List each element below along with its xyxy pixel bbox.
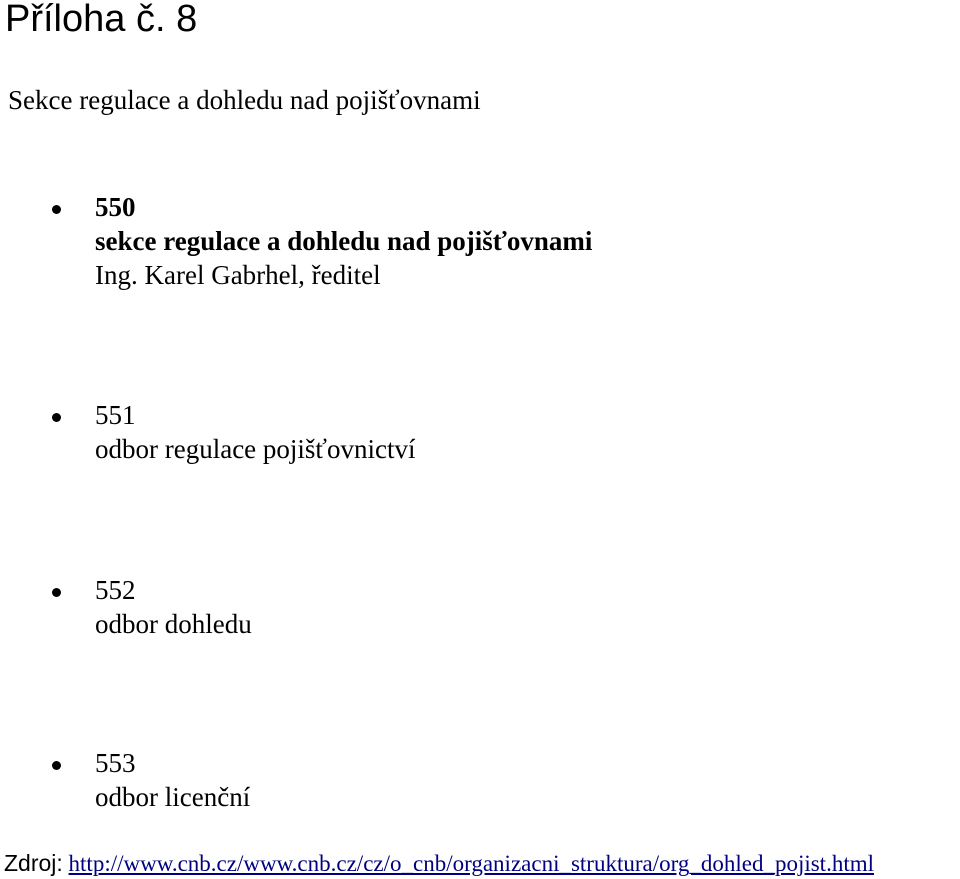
unit-text	[95, 573, 252, 641]
unit-name: odbor regulace pojišťovnictví	[95, 434, 416, 464]
unit-code: 553	[95, 748, 136, 778]
bullet-icon	[52, 588, 61, 597]
source-label: Zdroj:	[4, 850, 63, 876]
page-title: Příloha č. 8	[5, 0, 198, 40]
section-heading: Sekce regulace a dohledu nad pojišťovnami	[8, 85, 481, 115]
unit-name: odbor dohledu	[95, 609, 252, 639]
unit-code: 551	[95, 400, 136, 430]
unit-name: odbor licenční	[95, 782, 251, 812]
unit-text	[95, 190, 592, 292]
source-link[interactable]: http://www.cnb.cz/www.cnb.cz/cz/o_cnb/organizacni_struktura/org_dohled_pojist.html	[68, 851, 874, 876]
unit-code: 552	[95, 575, 136, 605]
unit-text	[95, 398, 415, 466]
bullet-icon	[52, 413, 61, 422]
unit-code: 550	[95, 192, 136, 222]
bullet-icon	[52, 761, 61, 770]
bullet-icon	[52, 205, 61, 214]
unit-head: Ing. Karel Gabrhel, ředitel	[95, 260, 381, 290]
source-footer	[4, 848, 874, 879]
unit-name: sekce regulace a dohledu nad pojišťovnami	[95, 226, 593, 256]
unit-text	[95, 746, 250, 814]
